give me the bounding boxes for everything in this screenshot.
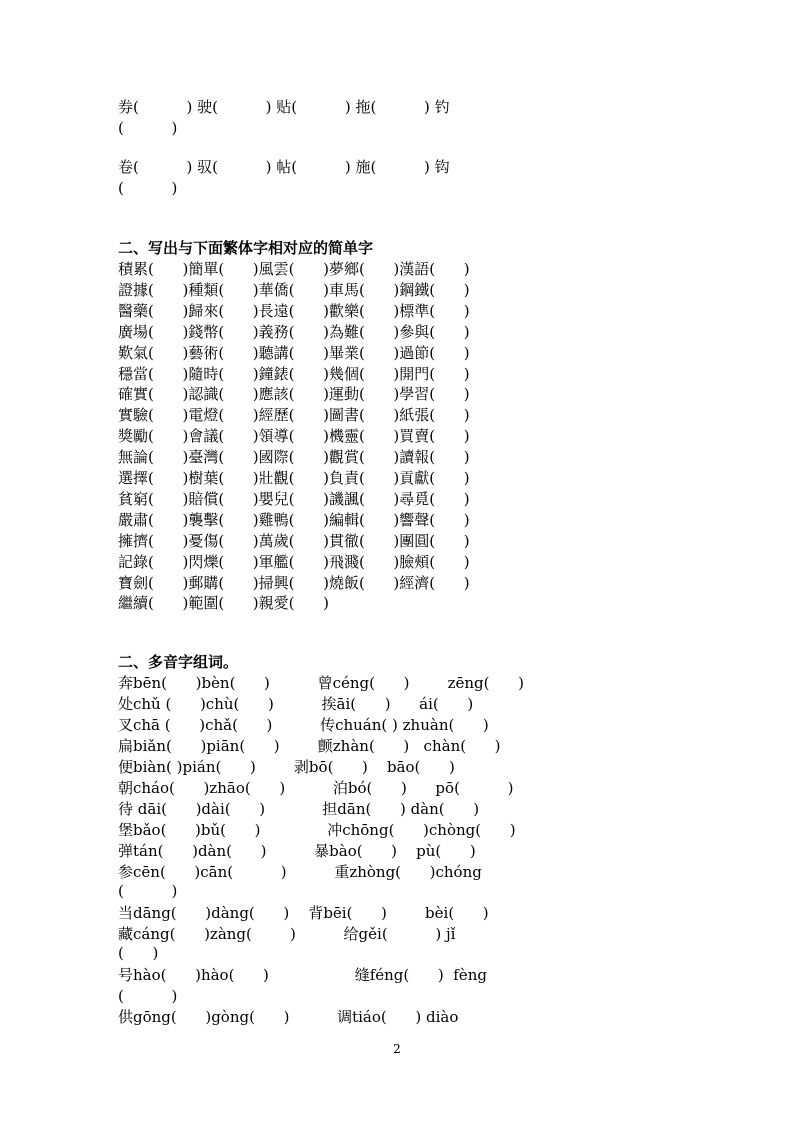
traditional-row: 歎氣( )藝術( )聽講( )畢業( )過節( ) <box>118 343 470 362</box>
polyphonic-row: 扁biǎn( )piān( ) 颤zhàn( ) chàn( ) <box>118 737 501 755</box>
traditional-row: 記錄( )閃爍( )軍艦( )飛濺( )臉頰( ) <box>118 552 470 571</box>
traditional-row: 貧窮( )賠償( )嬰兒( )譏諷( )尋覓( ) <box>118 489 470 508</box>
traditional-row: 穩當( )隨時( )鐘錶( )幾個( )開門( ) <box>118 364 470 383</box>
traditional-row: 嚴肅( )襲擊( )雞鴨( )編輯( )響聲( ) <box>118 510 470 529</box>
polyphonic-row: ( ) <box>118 882 178 900</box>
traditional-row: 寶劍( )郵購( )掃興( )燒飯( )經濟( ) <box>118 573 470 592</box>
polyphonic-row: 奔bēn( )bèn( ) 曾céng( ) zēng( ) <box>118 674 524 692</box>
polyphonic-row: 参cēn( )cān( ) 重zhòng( )chóng <box>118 863 482 881</box>
traditional-row: 醫藥( )歸來( )長遠( )歡樂( )標準( ) <box>118 301 470 320</box>
polyphonic-row: 号hào( )hào( ) 缝féng( ) fèng <box>118 966 487 984</box>
polyphonic-section-heading: 二、多音字组词。 <box>118 653 239 671</box>
page-number: 2 <box>393 1042 401 1056</box>
polyphonic-row: ( ) <box>118 987 178 1005</box>
traditional-row: 獎勵( )會議( )領導( )機靈( )買賣( ) <box>118 427 470 446</box>
similar-chars-line-2: ( ) <box>118 119 178 137</box>
similar-chars-line-3: 卷( ) 驭( ) 帖( ) 施( ) 钩 <box>118 158 450 176</box>
traditional-row: 無論( )臺灣( )國際( )觀賞( )讀報( ) <box>118 448 470 467</box>
polyphonic-row: 当dāng( )dàng( ) 背bēi( ) bèi( ) <box>118 904 489 922</box>
polyphonic-row: 便biàn( )pián( ) 剥bō( ) bāo( ) <box>118 758 455 776</box>
polyphonic-row: 藏cáng( )zàng( ) 给gěi( ) jǐ <box>118 925 456 943</box>
traditional-row: 繼續( )範圍( )親愛( ) <box>118 594 329 613</box>
traditional-row: 確實( )認識( )應該( )運動( )學習( ) <box>118 385 470 404</box>
polyphonic-row: 处chǔ ( )chù( ) 挨āi( ) ái( ) <box>118 695 474 713</box>
polyphonic-row: 供gōng( )gòng( ) 调tiáo( ) diào <box>118 1008 459 1026</box>
polyphonic-row: ( ) <box>118 944 159 962</box>
traditional-section-heading: 二、写出与下面繁体字相对应的简单字 <box>118 239 374 257</box>
traditional-row: 實驗( )電燈( )經歷( )圖書( )紙張( ) <box>118 406 470 425</box>
polyphonic-row: 待 dāi( )dài( ) 担dān( ) dàn( ) <box>118 800 480 818</box>
traditional-row: 證據( )種類( )華僑( )車馬( )鋼鐵( ) <box>118 280 470 299</box>
polyphonic-row: 弹tán( )dàn( ) 暴bào( ) pù( ) <box>118 842 476 860</box>
polyphonic-row: 朝cháo( )zhāo( ) 泊bó( ) pō( ) <box>118 779 514 797</box>
traditional-row: 廣場( )錢幣( )義務( )為難( )參與( ) <box>118 322 470 341</box>
traditional-row: 選擇( )樹葉( )壯觀( )負責( )貢獻( ) <box>118 469 470 487</box>
polyphonic-row: 堡bǎo( )bǔ( ) 冲chōng( )chòng( ) <box>118 821 516 839</box>
similar-chars-line-4: ( ) <box>118 179 178 197</box>
polyphonic-row: 叉chā ( )chǎ( ) 传chuán( ) zhuàn( ) <box>118 716 489 734</box>
traditional-row: 積累( )簡單( )風雲( )夢鄉( )漢語( ) <box>118 260 470 278</box>
similar-chars-line-1: 券( ) 驶( ) 贴( ) 拖( ) 钓 <box>118 98 450 116</box>
traditional-row: 擁擠( )憂傷( )萬歲( )貫徹( )團圓( ) <box>118 531 470 550</box>
